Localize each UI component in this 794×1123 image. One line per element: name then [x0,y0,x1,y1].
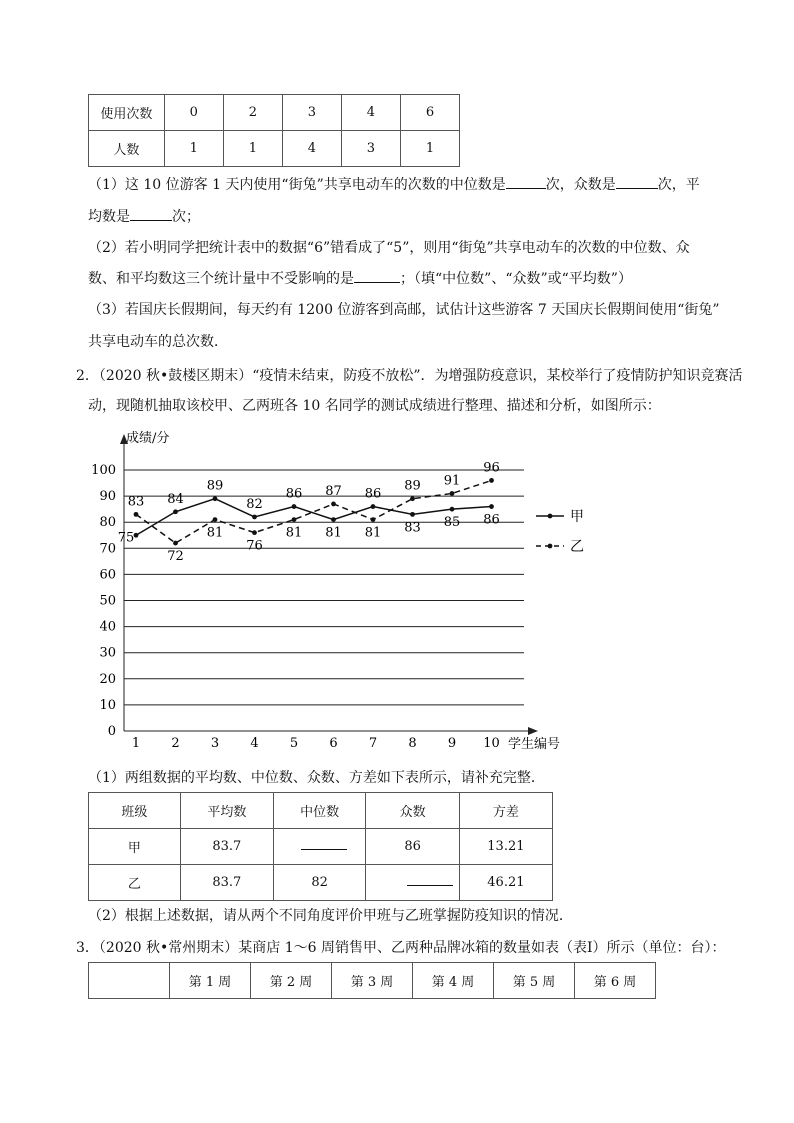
data-label: 91 [443,473,461,489]
q1-text: 次，众数是 [545,177,616,193]
table-header-cell: 方差 [459,793,552,829]
table-row [89,865,553,901]
table-cell: 2 [223,95,282,131]
y-tick-label: 70 [99,541,116,557]
table-header-cell: 众数 [366,793,459,829]
legend-marker [548,544,553,549]
y-tick-label: 100 [91,463,116,478]
q1-part1-line2 [88,206,200,227]
q2-line2: 动，现随机抽取该校甲、乙两班各 10 名同学的测试成绩进行整理、描述和分析，如图所示： [88,398,661,414]
q1-part2-line2 [88,268,632,289]
table-cell: 3 [341,131,400,167]
table-row [89,793,553,829]
usage-count-table [88,94,460,167]
table-cell: 6 [400,95,459,131]
table-cell: 乙 [89,865,181,901]
answer-blank [354,268,400,283]
table-header-cell: 班级 [89,793,181,829]
table-row [89,131,460,167]
data-point [213,517,218,522]
table-header-cell: 第 1 周 [170,963,251,999]
data-label: 83 [404,520,421,536]
data-label: 86 [364,486,382,502]
data-point [252,515,257,520]
table-cell-blank [366,865,459,901]
table-cell: 86 [366,829,459,865]
table-header-cell: 第 4 周 [413,963,494,999]
series-line-yi [136,480,492,543]
table-row [89,963,656,999]
q2-sub1: （1）两组数据的平均数、中位数、众数、方差如下表所示，请补充完整． [88,770,545,786]
table-cell: 83.7 [180,829,273,865]
table-cell: 0 [164,95,223,131]
table-header-cell: 第 5 周 [494,963,575,999]
table-cell: 甲 [89,829,181,865]
data-label: 96 [483,460,500,476]
q1-text: ；（填“中位数”、“众数”或“平均数”） [400,271,632,287]
data-point [331,517,336,522]
chart-legend [536,509,584,555]
y-axis-label: 成绩/分 [126,431,170,446]
table-cell: 3 [282,95,341,131]
data-label: 83 [127,494,145,510]
y-tick-label: 40 [99,619,116,635]
answer-blank [407,871,453,886]
table-cell: 13.21 [459,829,552,865]
data-point [450,507,455,512]
y-tick-label: 30 [99,645,116,661]
x-axis-label: 学生编号 [508,737,561,752]
x-tick-label: 10 [483,736,500,751]
x-tick-label: 8 [408,736,417,751]
data-point [410,512,415,517]
statistics-table [88,792,553,901]
data-label: 75 [117,530,135,546]
fridge-sales-table [88,962,656,999]
answer-blank [130,206,172,221]
x-tick-label: 6 [329,736,338,751]
q1-part1-line1 [88,174,700,195]
data-label: 81 [285,525,303,541]
q2-line1: 2．（2020 秋•鼓楼区期末）“疫情未结束，防疫不放松”．为增强防疫意识，某校举行了疫情防护知识竞赛活 [76,368,743,384]
table-cell: 人数 [89,131,165,167]
data-point [410,496,415,501]
y-tick-label: 10 [99,697,116,713]
table-cell: 46.21 [459,865,552,901]
table-header-cell [89,963,170,999]
series-line-jia [136,496,492,536]
data-label: 89 [206,478,224,494]
data-point [134,533,139,538]
data-point [252,530,257,535]
data-label: 81 [325,525,342,541]
x-tick-label: 9 [447,736,457,751]
x-tick-label: 2 [171,736,180,751]
score-line-chart [91,428,616,758]
q1-text: 次，平 [657,177,700,193]
table-header-cell: 平均数 [180,793,273,829]
data-label: 84 [167,491,184,507]
table-row [89,95,460,131]
x-axis-arrow [528,727,538,735]
x-tick-label: 3 [210,736,220,751]
chart-axes [117,434,538,735]
data-label: 81 [364,525,382,541]
q1-part2-line1: （2）若小明同学把统计表中的数据“6”错看成了“5”，则用“街兔”共享电动车的次数的中位数、众 [88,240,690,256]
data-point [371,517,376,522]
table-header-cell: 第 2 周 [251,963,332,999]
data-point [213,496,218,501]
x-tick-label: 4 [250,736,259,751]
table-cell: 4 [282,131,341,167]
answer-blank [506,174,546,189]
x-tick-label: 5 [289,736,299,751]
x-tick-labels [132,736,500,751]
q3-line1: 3．（2020 秋•常州期末）某商店 1～6 周销售甲、乙两种品牌冰箱的数量如表（表Ⅰ）所示（单位：台）： [76,940,726,956]
answer-blank [301,835,347,850]
table-header-cell: 第 3 周 [332,963,413,999]
data-point [292,517,297,522]
table-header-cell: 中位数 [273,793,366,829]
y-tick-labels [91,463,116,739]
data-point [292,504,297,509]
q1-part3-line1: （3）若国庆长假期间，每天约有 1200 位游客到高邮，试估计这些游客 7 天国庆长假期间使用“街兔” [88,302,720,318]
data-label: 87 [325,483,342,499]
q1-text: 数、和平均数这三个统计量中不受影响的是 [88,271,354,287]
data-point [134,512,139,517]
data-label: 72 [167,549,184,565]
y-tick-label: 90 [99,489,116,505]
y-tick-label: 20 [99,671,116,687]
table-cell: 1 [400,131,459,167]
q2-sub2: （2）根据上述数据，请从两个不同角度评价甲班与乙班掌握防疫知识的情况． [88,908,573,924]
data-label: 89 [404,478,421,494]
legend-label: 甲 [570,509,584,525]
data-point [173,509,178,514]
x-tick-label: 1 [131,736,141,751]
data-point [173,541,178,546]
table-cell-blank [273,829,366,865]
table-cell: 1 [164,131,223,167]
legend-label: 乙 [570,539,584,555]
table-cell: 使用次数 [89,95,165,131]
y-tick-label: 80 [99,515,116,531]
x-tick-label: 7 [368,736,378,751]
table-cell: 4 [341,95,400,131]
data-point [489,504,494,509]
data-point [489,478,494,483]
data-point [450,491,455,496]
data-label: 86 [285,486,303,502]
q1-part3-line2: 共享电动车的总次数． [88,334,228,350]
data-point [331,502,336,507]
legend-marker [548,514,553,519]
table-cell: 1 [223,131,282,167]
table-cell: 82 [273,865,366,901]
data-label: 85 [443,515,461,531]
table-header-cell: 第 6 周 [575,963,656,999]
data-label: 82 [246,496,263,512]
table-cell: 83.7 [180,865,273,901]
data-label: 86 [483,512,500,528]
y-tick-label: 0 [107,724,116,739]
table-row [89,829,553,865]
q1-text: 次； [172,209,200,225]
answer-blank [616,174,658,189]
data-label: 76 [246,538,263,554]
data-label: 81 [206,525,224,541]
q1-text: （1）这 10 位游客 1 天内使用“街兔”共享电动车的次数的中位数是 [88,177,506,193]
y-tick-label: 50 [99,593,116,609]
data-point [371,504,376,509]
y-tick-label: 60 [99,567,116,583]
grid-lines [124,470,524,705]
q1-text: 均数是 [88,209,130,225]
